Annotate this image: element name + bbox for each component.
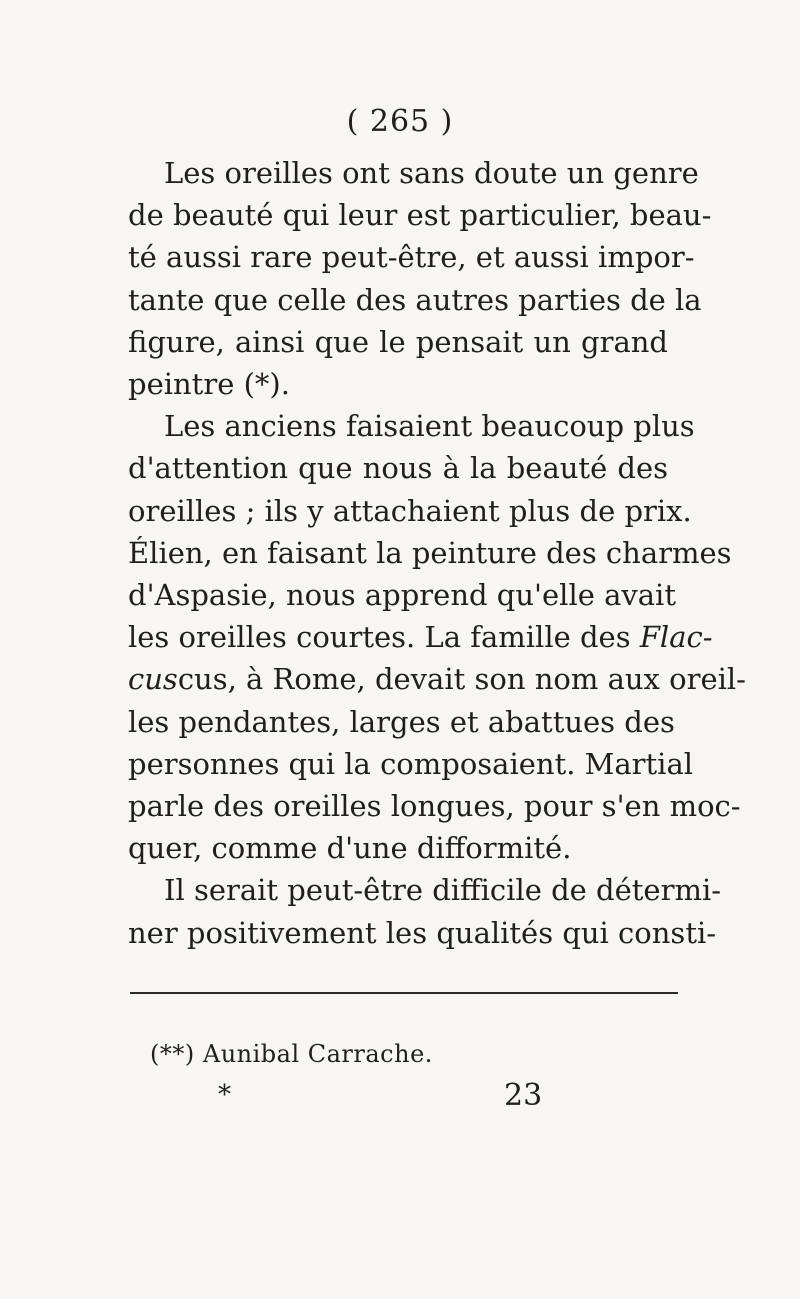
- text-line: les pendantes, larges et abattues des: [128, 704, 675, 739]
- text-line: parle des oreilles longues, pour s'en moc-: [128, 789, 741, 824]
- page-number: ( 265 ): [346, 104, 454, 139]
- text-line: ner positivement les qualités qui consti-: [128, 915, 717, 950]
- text-line-part: les oreilles courtes. La famille des: [128, 620, 631, 655]
- paragraph-2: [128, 405, 746, 869]
- text-line: personnes qui la composaient. Martial: [128, 746, 694, 781]
- text-line: d'Aspasie, nous apprend qu'elle avait: [128, 578, 676, 613]
- text-line: peintre (*).: [128, 367, 290, 402]
- footnote-rule: [130, 992, 678, 994]
- italic-word: Flac-: [639, 620, 713, 655]
- footnote: (**) Aunibal Carrache.: [150, 1040, 433, 1068]
- italic-word: cus: [128, 662, 178, 697]
- text-line: tante que celle des autres parties de la: [128, 282, 702, 317]
- text-line: Il serait peut-être difficile de détermi-: [164, 873, 722, 908]
- paragraph-1: [128, 152, 712, 405]
- text-line: figure, ainsi que le pensait un grand: [128, 324, 668, 359]
- text-line-part: cus, à Rome, devait son nom aux oreil-: [177, 662, 746, 697]
- text-line-with-italic: [128, 616, 713, 658]
- body-text: [128, 152, 746, 954]
- text-line: Élien, en faisant la peinture des charmes: [128, 535, 732, 570]
- signature-mark: *: [218, 1080, 231, 1110]
- text-line: Les oreilles ont sans doute un genre: [164, 156, 699, 190]
- text-line-with-italic: [128, 658, 746, 700]
- text-line: d'attention que nous à la beauté des: [128, 451, 668, 486]
- text-line: té aussi rare peut-être, et aussi impor-: [128, 240, 695, 275]
- text-line: de beauté qui leur est particulier, beau-: [128, 198, 712, 233]
- text-line: quer, comme d'une difformité.: [128, 831, 572, 866]
- text-line: oreilles ; ils y attachaient plus de prix.: [128, 493, 692, 528]
- signature-number: 23: [504, 1078, 543, 1113]
- text-line: Les anciens faisaient beaucoup plus: [164, 409, 695, 444]
- paragraph-3: [128, 869, 722, 953]
